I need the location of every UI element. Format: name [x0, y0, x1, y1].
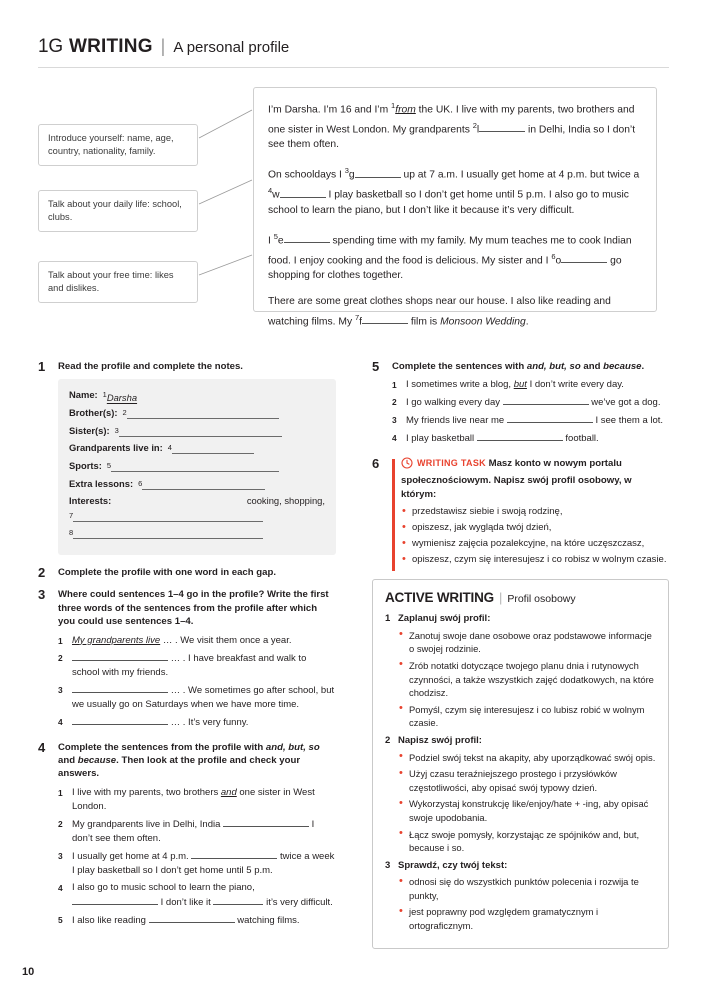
step-number: 3: [385, 859, 391, 871]
model-text-run: .: [525, 315, 529, 327]
list-item: [58, 651, 336, 680]
gap-prompt-letter: g: [348, 169, 355, 181]
item-text: I play basketball: [406, 433, 477, 445]
item-number: 3: [58, 850, 63, 861]
gap-prompt-letter: f: [359, 315, 363, 327]
model-text-run: I’m Darsha. I’m 16 and I’m: [268, 104, 392, 116]
active-writing-step-1: [385, 612, 656, 730]
clock-icon: [401, 457, 413, 474]
notes-panel: [58, 379, 336, 555]
list-item: [392, 395, 669, 410]
exercise-1: [38, 360, 336, 555]
notes-row: [69, 526, 325, 544]
exercise-instruction: [392, 360, 669, 373]
exercise-5: [372, 360, 669, 446]
model-paragraph-1: [268, 98, 642, 152]
bullet-item: • opiszesz, czym się interesujesz i co robisz w wolnym czasie.: [401, 553, 669, 567]
answer-blank[interactable]: [362, 313, 408, 324]
bullet-item: • Użyj czasu teraźniejszego prostego i przysłówków częstotliwości, aby opisać swój typowy dzień.: [398, 767, 656, 794]
writing-task-header: [401, 457, 669, 501]
answer-blank[interactable]: [142, 480, 265, 490]
callout-free-time: [38, 261, 198, 303]
instruction-part: .: [641, 361, 645, 372]
model-text-run: up at 7 a.m. I usually get home at 4 p.m. but twice a: [400, 169, 640, 181]
item-text: I go walking every day: [406, 397, 503, 409]
item-number: 3: [58, 684, 63, 695]
film-title: Monsoon Wedding: [440, 315, 526, 327]
bullet-item: • Pomyśl, czym się interesujesz i co lubisz robić w wolnym czasie.: [398, 703, 656, 730]
step-number: 2: [385, 734, 391, 746]
notes-label: Interests:: [69, 495, 112, 507]
item-text: I usually get home at 4 p.m.: [72, 850, 192, 862]
gap-prompt-letter: w: [272, 189, 280, 201]
item-text: twice a week I play basketball so I don’t get home until 5 p.m.: [72, 850, 335, 876]
step-heading: [385, 859, 656, 873]
list-item: [58, 849, 336, 878]
callout-introduce-yourself: [38, 124, 198, 166]
gap-number: 7: [354, 312, 360, 322]
exercise-number: 2: [38, 564, 46, 580]
gap-number: 1: [102, 390, 107, 400]
instruction-part: and: [580, 361, 604, 372]
item-text: it’s very difficult.: [263, 896, 333, 908]
notes-row: [69, 509, 325, 527]
gap-prompt-letter: e: [277, 235, 284, 247]
step-items: [398, 875, 656, 932]
item-answer: and: [220, 786, 237, 798]
gap-number: 5: [273, 231, 278, 241]
gap-prompt-letter: l: [476, 124, 480, 136]
answer-blank[interactable]: [479, 121, 525, 132]
step-heading: [385, 612, 656, 626]
instruction-part: . Then look at the profile and check your answers.: [58, 754, 301, 780]
active-writing-heading: ACTIVE WRITING: [385, 590, 494, 606]
answer-blank[interactable]: [72, 651, 168, 661]
gap-number: 8: [69, 528, 74, 538]
item-text: I don’t see them often.: [72, 818, 315, 844]
item-text: I don’t write every day.: [526, 379, 624, 391]
notes-value[interactable]: [107, 459, 325, 477]
item-text: watching films.: [234, 914, 300, 926]
notes-value[interactable]: [103, 388, 325, 406]
answer-blank[interactable]: [72, 895, 158, 905]
gap-number: 6: [551, 251, 556, 261]
model-profile-text: [253, 87, 657, 327]
left-column: [38, 360, 336, 939]
bullet-item: • Zrób notatki dotyczące twojego planu dnia i rutynowych czynności, a także wszystkich zajęć dodatkowych, na które chodzisz.: [398, 659, 656, 700]
item-number: 1: [392, 380, 397, 391]
item-number: 4: [392, 433, 397, 444]
model-text-run: I play basketball so I don’t get home until 5 p.m. I also go to music school to learn the piano, but I don’t like it because it’s very difficult.: [268, 189, 629, 216]
model-text-run: There are some great clothes shops near our house. I also like reading and watching films. My: [268, 296, 611, 327]
active-writing-subtitle: Profil osobowy: [507, 593, 576, 606]
header-divider-rule: [38, 67, 669, 68]
gap-number: 2: [472, 120, 477, 130]
instruction-italic: because: [603, 361, 642, 372]
notes-answer: cooking, shopping,: [246, 495, 325, 507]
model-paragraph-3: [268, 229, 642, 283]
instruction-part: and: [58, 754, 78, 766]
callout-text: Talk about your free time: likes and dislikes.: [48, 270, 174, 293]
model-answer: from: [395, 104, 416, 116]
section-title: WRITING: [68, 36, 153, 57]
notes-row: [69, 424, 325, 442]
gap-number: 3: [114, 425, 119, 435]
instruction-italic: and, but, so: [526, 361, 581, 372]
item-text: we’ve got a dog.: [588, 397, 661, 409]
step-title: Napisz swój profil:: [398, 734, 482, 746]
writing-task-instruction: Masz konto w nowym portalu społecznościowym. Napisz swój profil osobowy, w którym:: [401, 458, 632, 500]
list-item: [392, 431, 669, 446]
item-answer: My grandparents live: [72, 634, 161, 646]
notes-value[interactable]: [168, 441, 325, 459]
item-text: I see them a lot.: [592, 415, 664, 427]
bullet-item: • przedstawisz siebie i swoją rodzinę,: [401, 505, 669, 519]
notes-row: [69, 406, 325, 424]
notes-value: [116, 494, 325, 509]
notes-label: Grandparents live in:: [69, 442, 163, 454]
notes-row: [69, 494, 325, 509]
notes-row: [69, 477, 325, 495]
title-divider: |: [498, 590, 503, 606]
item-number: 4: [58, 716, 63, 727]
gap-prompt-letter: o: [555, 254, 562, 266]
answer-blank[interactable]: [119, 427, 282, 437]
gap-number: 4: [268, 186, 273, 196]
notes-label: Extra lessons:: [69, 477, 134, 489]
list-item: [58, 634, 336, 648]
model-text-run: On schooldays I: [268, 169, 345, 181]
writing-task-bullets: [401, 505, 669, 567]
answer-blank[interactable]: [223, 817, 309, 827]
gap-number: 5: [106, 460, 111, 470]
bullet-item: • Podziel swój tekst na akapity, aby uporządkować swój opis.: [398, 751, 656, 765]
answer-blank[interactable]: [73, 529, 263, 539]
item-text: My grandparents live in Delhi, India: [72, 818, 224, 830]
list-item: [58, 683, 336, 712]
instruction-part: Complete the sentences from the profile with: [58, 741, 266, 753]
gap-number: 6: [138, 478, 143, 488]
item-number: 3: [392, 415, 397, 426]
answer-blank[interactable]: [213, 895, 263, 905]
item-text: football.: [562, 433, 599, 445]
answer-blank[interactable]: [284, 232, 330, 243]
notes-value[interactable]: [138, 477, 325, 495]
model-paragraph-2: [268, 163, 642, 217]
item-number: 2: [58, 652, 63, 663]
answer-blank[interactable]: [191, 849, 277, 859]
exercise-6: [372, 457, 669, 567]
bullet-item: • wymienisz zajęcia pozalekcyjne, na które uczęszczasz,: [401, 537, 669, 551]
exercise-instruction: Read the profile and complete the notes.: [58, 361, 243, 372]
bullet-item: • Łącz swoje pomysły, korzystając ze spójników and, but, because i so.: [398, 828, 656, 855]
bullet-item: • odnosi się do wszystkich punktów polecenia i rozwija te punkty,: [398, 875, 656, 902]
list-item: [58, 817, 336, 846]
model-text-run: the UK. I live with my parents, two brothers and one sister in West London. My grandparents: [268, 104, 635, 136]
step-title: Zaplanuj swój profil:: [398, 613, 491, 625]
notes-row: [69, 441, 325, 459]
model-paragraph-4: [268, 294, 642, 329]
model-text-run: go shopping for clothes together.: [268, 254, 622, 282]
exercise-instruction: [58, 741, 336, 781]
notes-value[interactable]: [69, 526, 325, 544]
exercise-number: 1: [38, 359, 46, 374]
exercise-2: [38, 566, 336, 579]
answer-blank[interactable]: [149, 913, 235, 923]
exercise-5-items: [392, 378, 669, 446]
step-title: Sprawdź, czy twój tekst:: [398, 859, 508, 871]
model-text-run: film is: [408, 315, 441, 327]
gap-number: 7: [69, 510, 74, 520]
item-number: 5: [58, 914, 63, 925]
bullet-item: • Wykorzystaj konstrukcję like/enjoy/hate + -ing, aby opisać swoje upodobania.: [398, 797, 656, 824]
item-text: one sister in West London.: [72, 786, 315, 812]
item-text: I sometimes write a blog,: [406, 379, 514, 391]
notes-row: [69, 388, 325, 406]
model-text-run: spending time with my family. My mum teaches me to cook Indian food. I enjoy cooking and the food is delicious. My sister and I: [268, 235, 632, 266]
list-item: [58, 715, 336, 730]
bullet-item: • jest poprawny pod względem gramatycznym i ortograficznym.: [398, 905, 656, 932]
item-text: … . I have breakfast and walk to school with my friends.: [72, 652, 307, 678]
callout-daily-life: [38, 190, 198, 232]
answer-blank[interactable]: [73, 512, 263, 522]
item-text: I don’t like it: [158, 896, 214, 908]
notes-label: Sports:: [69, 459, 102, 471]
right-column: [372, 360, 669, 949]
instruction-italic: and, but, so: [265, 741, 320, 753]
notes-value[interactable]: [122, 406, 325, 424]
answer-blank[interactable]: [503, 395, 589, 405]
exercise-instruction: Complete the profile with one word in each gap.: [58, 566, 277, 578]
exercise-4: [38, 741, 336, 928]
answer-blank[interactable]: [172, 444, 254, 454]
list-item: [58, 786, 336, 814]
answer-blank[interactable]: [561, 252, 607, 263]
answer-blank[interactable]: [355, 167, 401, 178]
notes-label: Brother(s):: [69, 407, 118, 419]
step-items: [398, 751, 656, 855]
item-number: 1: [58, 635, 63, 646]
gap-number: 4: [167, 443, 172, 453]
item-text: I also go to music school to learn the piano,: [72, 881, 255, 893]
active-writing-title: [385, 590, 656, 605]
answer-blank[interactable]: [507, 413, 593, 423]
bullet-item: • Zanotuj swoje dane osobowe oraz podstawowe informacje o swojej rodzinie.: [398, 629, 656, 656]
title-divider: |: [160, 36, 166, 56]
answer-blank[interactable]: [280, 187, 326, 198]
notes-answer: Darsha: [106, 392, 138, 404]
active-writing-box: [372, 579, 669, 948]
item-text: My friends live near me: [406, 415, 507, 427]
model-text-run: in Delhi, India so I don’t see them often.: [268, 124, 636, 151]
item-text: I live with my parents, two brothers: [72, 786, 221, 798]
exercise-number: 4: [38, 739, 46, 755]
callout-text: Introduce yourself: name, age, country, nationality, family.: [48, 133, 174, 156]
item-text: … . We visit them once a year.: [160, 634, 292, 646]
exercise-3-items: [58, 634, 336, 730]
answer-blank[interactable]: [111, 462, 279, 472]
model-text-run: I: [268, 235, 274, 247]
list-item: [58, 881, 336, 910]
page-number: 10: [22, 966, 35, 978]
bullet-item: • opiszesz, jak wygląda twój dzień,: [401, 521, 669, 535]
answer-blank[interactable]: [477, 431, 563, 441]
step-items: [398, 629, 656, 730]
unit-code: 1G: [38, 36, 63, 57]
notes-value[interactable]: [69, 509, 325, 527]
answer-blank[interactable]: [127, 409, 279, 419]
instruction-part: Complete the sentences with: [392, 361, 527, 372]
page-title: [38, 36, 289, 58]
notes-label: Sister(s):: [69, 424, 110, 436]
active-writing-step-3: [385, 859, 656, 933]
item-number: 1: [58, 787, 63, 798]
exercise-number: 6: [372, 456, 380, 472]
notes-label: Name:: [69, 389, 98, 401]
notes-row: [69, 459, 325, 477]
writing-task-label: WRITING TASK: [417, 458, 486, 469]
exercise-number: 5: [372, 359, 380, 374]
gap-number: 3: [344, 166, 349, 176]
task-accent-bar: [392, 459, 395, 571]
notes-value[interactable]: [115, 424, 325, 442]
item-number: 2: [392, 397, 397, 408]
list-item: [58, 913, 336, 928]
list-item: [392, 378, 669, 392]
exercise-4-items: [58, 786, 336, 928]
instruction-italic: because: [77, 754, 117, 766]
item-text: I also like reading: [72, 914, 149, 926]
step-number: 1: [385, 613, 391, 625]
item-text: … . We sometimes go after school, but we usually go on Saturdays when we have more time.: [72, 684, 335, 710]
exercise-instruction: Where could sentences 1–4 go in the profile? Write the first three words of the sentences from the profile after which you could use sentences 1–4.: [58, 589, 329, 628]
exercise-number: 3: [38, 587, 46, 603]
item-answer: but: [513, 379, 527, 391]
item-number: 2: [58, 818, 63, 829]
answer-blank[interactable]: [72, 683, 168, 693]
step-heading: [385, 734, 656, 748]
section-subtitle: A personal profile: [173, 39, 290, 56]
answer-blank[interactable]: [72, 715, 168, 725]
gap-number: 1: [391, 101, 396, 110]
item-number: 4: [58, 882, 63, 893]
item-text: … . It’s very funny.: [168, 716, 249, 728]
callout-text: Talk about your daily life: school, clubs.: [48, 199, 182, 222]
active-writing-step-2: [385, 734, 656, 855]
exercise-3: [38, 588, 336, 729]
list-item: [392, 413, 669, 428]
gap-number: 2: [122, 408, 127, 418]
